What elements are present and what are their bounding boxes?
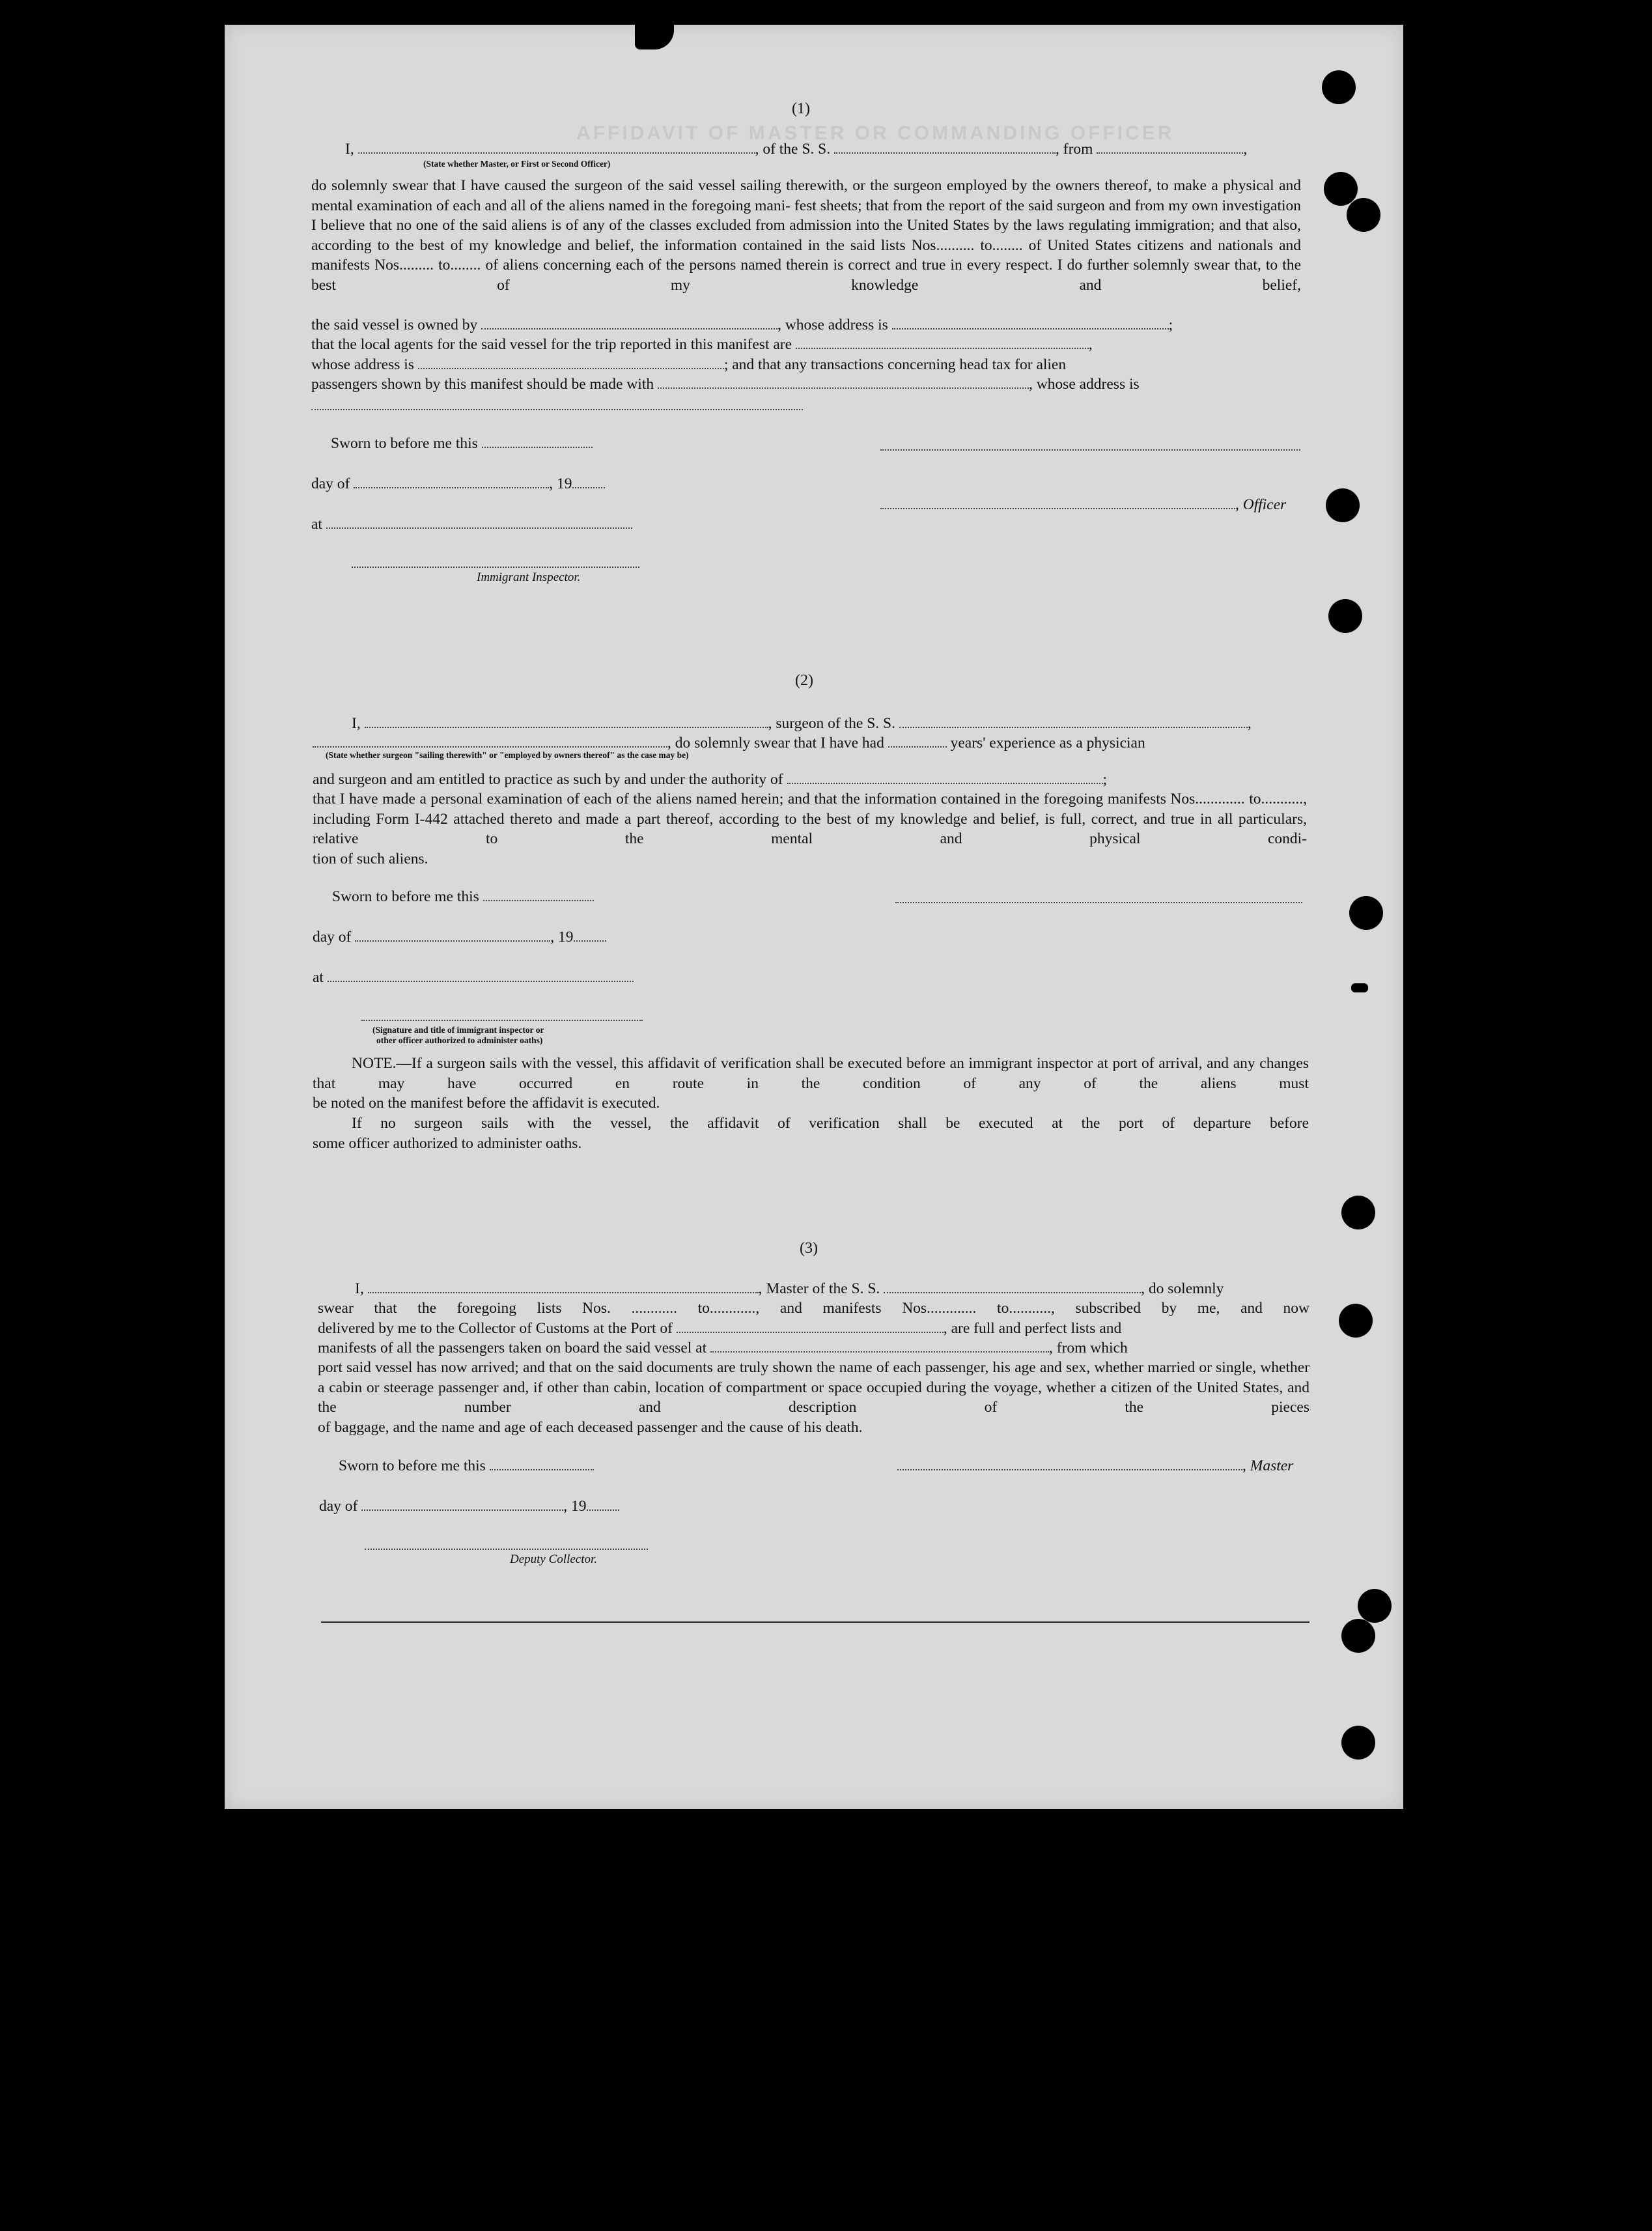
- oath-line: therein is correct and true in every respect. I do further solemnly swear that, to the best of my knowledge and belief,: [311, 257, 1301, 294]
- section-1-oath-paragraph: [311, 176, 1301, 295]
- section-3-number: (3): [800, 1240, 818, 1257]
- punch-hole: [1324, 172, 1358, 206]
- authority-blank[interactable]: [787, 771, 1103, 784]
- oath-line: fest sheets; that from the report of the said surgeon and from my own investigation I believe that no one of the said: [311, 197, 1302, 234]
- label-i: I,: [355, 1280, 364, 1297]
- surgeon-capacity-note: (State whether surgeon "sailing therewith" or "employed by owners thereof" as the case may be): [326, 750, 689, 760]
- punch-hole: [1341, 1726, 1375, 1760]
- section-1-number: (1): [792, 100, 810, 117]
- sworn-line-3: [339, 1456, 594, 1476]
- at-label: at: [313, 969, 324, 986]
- section-3-oath-b: [318, 1358, 1309, 1437]
- port-blank[interactable]: [677, 1320, 944, 1333]
- day-of-line-2: [313, 927, 606, 947]
- sworn-line-1: [331, 434, 593, 453]
- section-1-header-line: I, , of the S. S. , from ,: [345, 141, 1248, 158]
- collector-label: Deputy Collector.: [510, 1552, 598, 1566]
- year-label: , 19: [563, 1498, 587, 1515]
- day-of-blank[interactable]: [361, 1498, 563, 1511]
- day-of-line-1: [311, 474, 605, 494]
- years-experience-blank[interactable]: [888, 735, 947, 748]
- oath-line: swear that the foregoing lists Nos. ............ to............, and manifests Nos............. to..........., subscribed by me, and now: [318, 1300, 1309, 1317]
- year-label: , 19: [550, 929, 574, 946]
- oath-line: that I have made a personal examination of each of the aliens named herein; and that the information contained in the: [313, 791, 1040, 807]
- section-2-number: (2): [795, 672, 813, 689]
- section-3-oath-a: [318, 1298, 1309, 1319]
- oath-line: the best of my knowledge and belief, is full, correct, and true in all particulars, relative to the mental and physical condi-: [313, 810, 1307, 847]
- head-tax-address-blank[interactable]: [311, 409, 803, 410]
- section-2-oath-paragraph: [313, 789, 1307, 869]
- rank-blank[interactable]: [358, 141, 755, 154]
- master-header-line: [355, 1279, 1224, 1298]
- from-which-label: , from which: [1049, 1340, 1128, 1356]
- agents-address-label: whose address is: [311, 356, 414, 373]
- section-2-note: [313, 1054, 1309, 1114]
- owner-address-blank[interactable]: [892, 316, 1169, 330]
- inspector-sig-blank-2[interactable]: [361, 1020, 643, 1021]
- surgeon-name-blank[interactable]: [365, 715, 768, 728]
- punch-hole: [1341, 1619, 1375, 1653]
- punch-hole: [1322, 70, 1356, 104]
- master-sig-line: [897, 1456, 1293, 1476]
- day-of-label: day of: [319, 1498, 358, 1515]
- head-tax-with-label: passengers shown by this manifest should be made with: [311, 376, 654, 393]
- authority-line: and surgeon and am entitled to practice as such by and under the authority of ;: [313, 771, 1108, 788]
- head-tax-address-label: , whose address is: [1028, 376, 1140, 393]
- surgeon-vessel-blank[interactable]: [899, 715, 1248, 728]
- port-label: delivered by me to the Collector of Customs at the Port of: [318, 1320, 673, 1337]
- sworn-date-blank[interactable]: [483, 888, 594, 901]
- sig-note-2: other officer authorized to administer oaths): [376, 1035, 543, 1045]
- head-tax-party-blank[interactable]: [658, 376, 1029, 389]
- boarded-at-line: [318, 1338, 1128, 1358]
- note-line: NOTE.—If a surgeon sails with the vessel, this affidavit of verification shall be executed before an immigrant: [352, 1055, 1033, 1072]
- day-of-blank[interactable]: [354, 475, 549, 488]
- punch-hole: [1347, 198, 1380, 232]
- agents-blank[interactable]: [796, 336, 1089, 349]
- officer-sig-blank[interactable]: [880, 496, 1235, 509]
- oath-line: or space occupied during the voyage, whether a citizen of the United States, and the number and description of the pieces: [318, 1379, 1310, 1416]
- bottom-rule: [321, 1621, 1309, 1623]
- at-blank[interactable]: [328, 969, 634, 982]
- vessel-blank[interactable]: [834, 141, 1056, 154]
- owner-blank[interactable]: [481, 316, 777, 330]
- label-from: , from: [1056, 141, 1093, 158]
- day-of-line-3: [319, 1496, 619, 1516]
- day-of-label: day of: [313, 929, 352, 946]
- sworn-date-blank[interactable]: [490, 1457, 594, 1470]
- full-perfect-label: , are full and perfect lists and: [943, 1320, 1122, 1337]
- oath-line: sex, whether married or single, whether a cabin or steerage passenger and, if other than cabin, location of compartment: [318, 1359, 1310, 1396]
- oath-line: of baggage, and the name and age of each deceased passenger and the cause of his death.: [318, 1418, 863, 1436]
- master-sig-blank[interactable]: [897, 1457, 1242, 1470]
- at-label: at: [311, 516, 322, 533]
- punch-hole: [1328, 599, 1362, 633]
- surgeon-of-ss-label: , surgeon of the S. S.: [768, 715, 895, 732]
- note-line: be noted on the manifest before the affidavit is executed.: [313, 1095, 660, 1112]
- port-line: [318, 1319, 1121, 1338]
- year-blank[interactable]: [574, 929, 606, 942]
- note-line: some officer authorized to administer oaths.: [313, 1134, 582, 1152]
- day-of-label: day of: [311, 475, 350, 492]
- agents-address-line: [311, 355, 1066, 374]
- owner-line: the said vessel is owned by , whose address is ;: [311, 316, 1173, 333]
- oath-line: foregoing manifests Nos............. to..........., including Form I-442 attached thereto and made a part thereof, according to: [313, 791, 1308, 828]
- collector-sig-blank[interactable]: [365, 1549, 648, 1550]
- label-i: I,: [345, 141, 354, 158]
- sworn-line-2: [332, 887, 594, 906]
- sworn-date-blank[interactable]: [482, 435, 593, 448]
- from-port-blank[interactable]: [1097, 141, 1243, 154]
- year-blank[interactable]: [572, 475, 605, 488]
- oath-line: do solemnly swear that I have caused the surgeon of the said vessel sailing therewith, or the surgeon employed by the: [311, 177, 1051, 194]
- agents-address-blank[interactable]: [418, 356, 724, 369]
- sworn-label: Sworn to before me this: [331, 435, 478, 452]
- oath-line: that also, according to the best of my knowledge and belief, the information contained in the said lists Nos.......... to........: [311, 217, 1302, 254]
- at-line-2: [313, 968, 634, 987]
- oath-line: port said vessel has now arrived; and that on the said documents are truly shown the name of each passenger, his age and: [318, 1359, 1062, 1376]
- authority-label: and surgeon and am entitled to practice as such by and under the authority of: [313, 771, 783, 788]
- master-name-blank[interactable]: [368, 1280, 759, 1293]
- punch-hole: [1341, 1196, 1375, 1229]
- day-of-blank[interactable]: [355, 929, 550, 942]
- owner-address-label: , whose address is: [777, 316, 888, 333]
- officer-label: , Officer: [1235, 496, 1287, 513]
- oath-line: tion of such aliens.: [313, 850, 428, 867]
- boarded-at-label: manifests of all the passengers taken on board the said vessel at: [318, 1340, 707, 1356]
- master-vessel-blank[interactable]: [884, 1280, 1141, 1293]
- do-solemnly-label: , do solemnly: [1141, 1280, 1224, 1297]
- at-line-1: [311, 514, 632, 534]
- year-label: , 19: [549, 475, 572, 492]
- surgeon-sig-blank[interactable]: [895, 902, 1302, 903]
- officer-line: [880, 495, 1286, 514]
- oath-line: of United States citizens and nationals and manifests Nos......... to........ of aliens concerning each of the persons named: [311, 236, 1301, 274]
- rank-note: (State whether Master, or First or Second Officer): [423, 159, 611, 169]
- years-experience-label: years' experience as a physician: [950, 735, 1145, 751]
- section-2-note-b: [313, 1114, 1309, 1153]
- punch-hole: [1326, 488, 1360, 522]
- note-line: inspector at port of arrival, and any changes that may have occurred en route in the condition of any of the aliens must: [313, 1055, 1309, 1092]
- note-line: If no surgeon sails with the vessel, the affidavit of verification shall be executed at the port of departure before: [352, 1115, 1309, 1132]
- surgeon-capacity-blank[interactable]: [313, 735, 667, 748]
- owned-by-label: the said vessel is owned by: [311, 316, 478, 333]
- inspector-sig-blank[interactable]: [352, 567, 639, 568]
- punch-hole: [1358, 1589, 1392, 1623]
- officer-sig-blank-top[interactable]: [880, 449, 1300, 451]
- punch-mark: [1351, 983, 1368, 992]
- inspector-label: Immigrant Inspector.: [477, 570, 581, 584]
- year-blank[interactable]: [587, 1498, 619, 1511]
- boarded-at-blank[interactable]: [710, 1340, 1049, 1353]
- label-i: I,: [352, 715, 361, 732]
- master-label: , Master: [1242, 1457, 1294, 1474]
- sig-note-1: (Signature and title of immigrant inspector or: [372, 1025, 544, 1035]
- faded-heading: AFFIDAVIT OF MASTER OR COMMANDING OFFICER: [576, 122, 1175, 144]
- sworn-had-label: , do solemnly swear that I have had: [667, 735, 884, 751]
- sworn-label: Sworn to before me this: [339, 1457, 486, 1474]
- sworn-label: Sworn to before me this: [332, 888, 479, 905]
- agents-label: that the local agents for the said vessel for the trip reported in this manifest are: [311, 336, 792, 353]
- master-of-ss-label: , Master of the S. S.: [758, 1280, 880, 1297]
- at-blank[interactable]: [326, 516, 632, 529]
- surgeon-header-line: I, , surgeon of the S. S. ,: [352, 715, 1252, 732]
- head-tax-line: [311, 374, 1140, 394]
- label-of-ss: , of the S. S.: [755, 141, 831, 158]
- punch-hole: [1349, 896, 1383, 930]
- oath-line: aliens is of any of the classes excluded from admission into the United States by the laws regulating immigration; and: [511, 217, 1241, 234]
- punch-hole: [1339, 1304, 1373, 1338]
- oath-line: owners thereof, to make a physical and mental examination of each and all of the aliens named in the foregoing mani-: [311, 177, 1302, 214]
- head-tax-label: ; and that any transactions concerning head tax for alien: [723, 356, 1067, 373]
- agents-line: that the local agents for the said vessel for the trip reported in this manifest are ,: [311, 336, 1093, 353]
